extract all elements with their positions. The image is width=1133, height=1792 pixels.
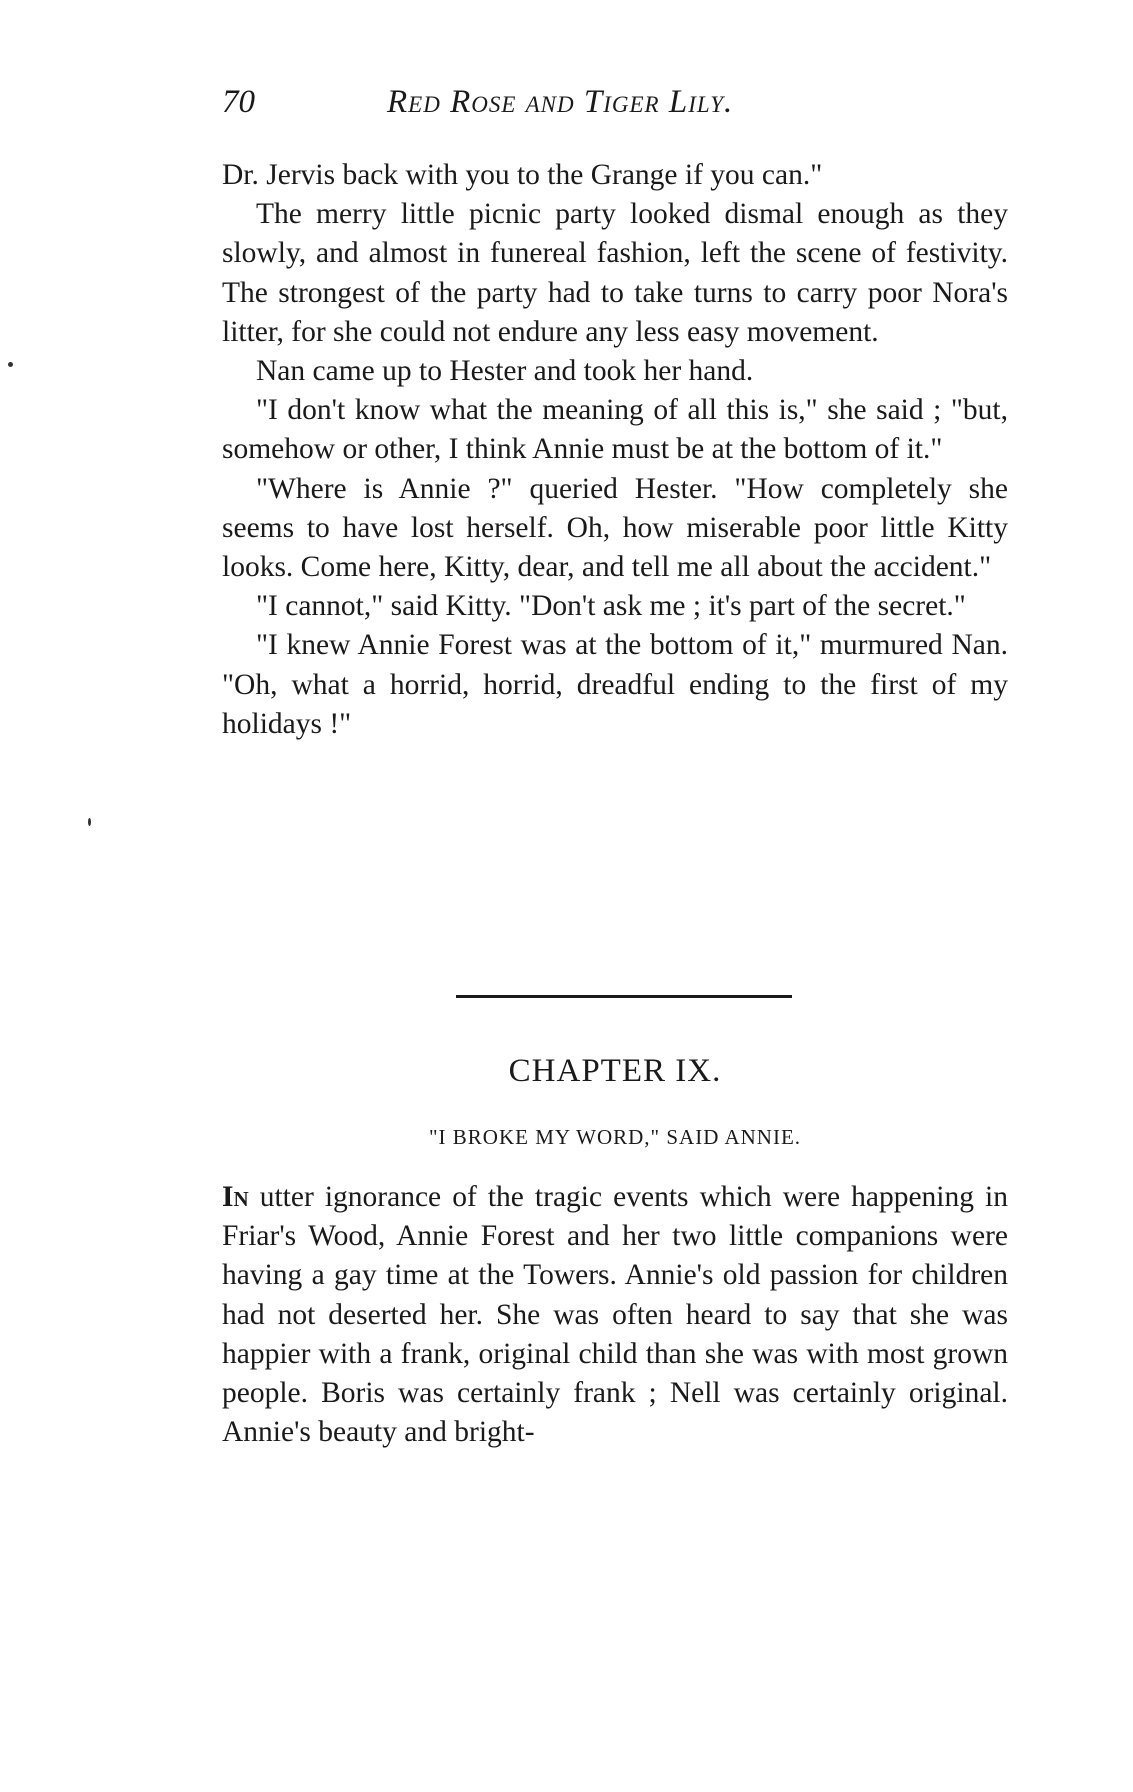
book-title: Red Rose and Tiger Lily. <box>387 84 734 120</box>
paragraph <box>222 1178 1008 1452</box>
paragraph: Nan came up to Hester and took her hand. <box>256 355 754 388</box>
paragraph: "I cannot," said Kitty. "Don't ask me ; it's part of the secret." <box>256 590 966 623</box>
print-speck <box>8 362 13 367</box>
page-number: 70 <box>222 84 255 120</box>
section-divider <box>456 995 792 998</box>
opening-text: utter ignorance of the tragic events which were happening in Friar's Wood, Annie Forest and her two little companions were having a gay time at the Towers. Annie's old passion for children had not deserted her. She was often heard to say that she was happier with a frank, original child than she was with most grown people. Boris was certainly frank ; Nell was certainly original. Annie's beauty and bright- <box>222 1181 1008 1449</box>
paragraph: Dr. Jervis back with you to the Grange if you can." <box>222 159 823 191</box>
chapter-heading: CHAPTER IX. <box>508 1053 722 1089</box>
chapter-opening-text <box>222 1178 1008 1452</box>
print-speck <box>88 818 91 826</box>
running-head <box>222 84 862 128</box>
chapter-subtitle: "I BROKE MY WORD," SAID ANNIE. <box>428 1125 802 1149</box>
paragraph: "I knew Annie Forest was at the bottom of it," murmured Nan. "Oh, what a horrid, horrid, dreadful ending to the first of my holidays !" <box>222 629 1008 740</box>
paragraph: The merry little picnic party looked dismal enough as they slowly, and almost in funereal fashion, left the scene of festivity. The strongest of the party had to take turns to carry poor Nora's litter, for she could not endure any less easy movement. <box>222 198 1008 348</box>
chapter-end-text <box>222 156 1008 744</box>
paragraph: "Where is Annie ?" queried Hester. "How completely she seems to have lost herself. Oh, how miserable poor little Kitty looks. Come here, Kitty, dear, and tell me all about the accident." <box>222 472 1008 584</box>
paragraph: "I don't know what the meaning of all this is," she said ; "but, somehow or other, I think Annie must be at the bottom of it." <box>222 394 1008 466</box>
opening-word: In <box>222 1181 249 1213</box>
